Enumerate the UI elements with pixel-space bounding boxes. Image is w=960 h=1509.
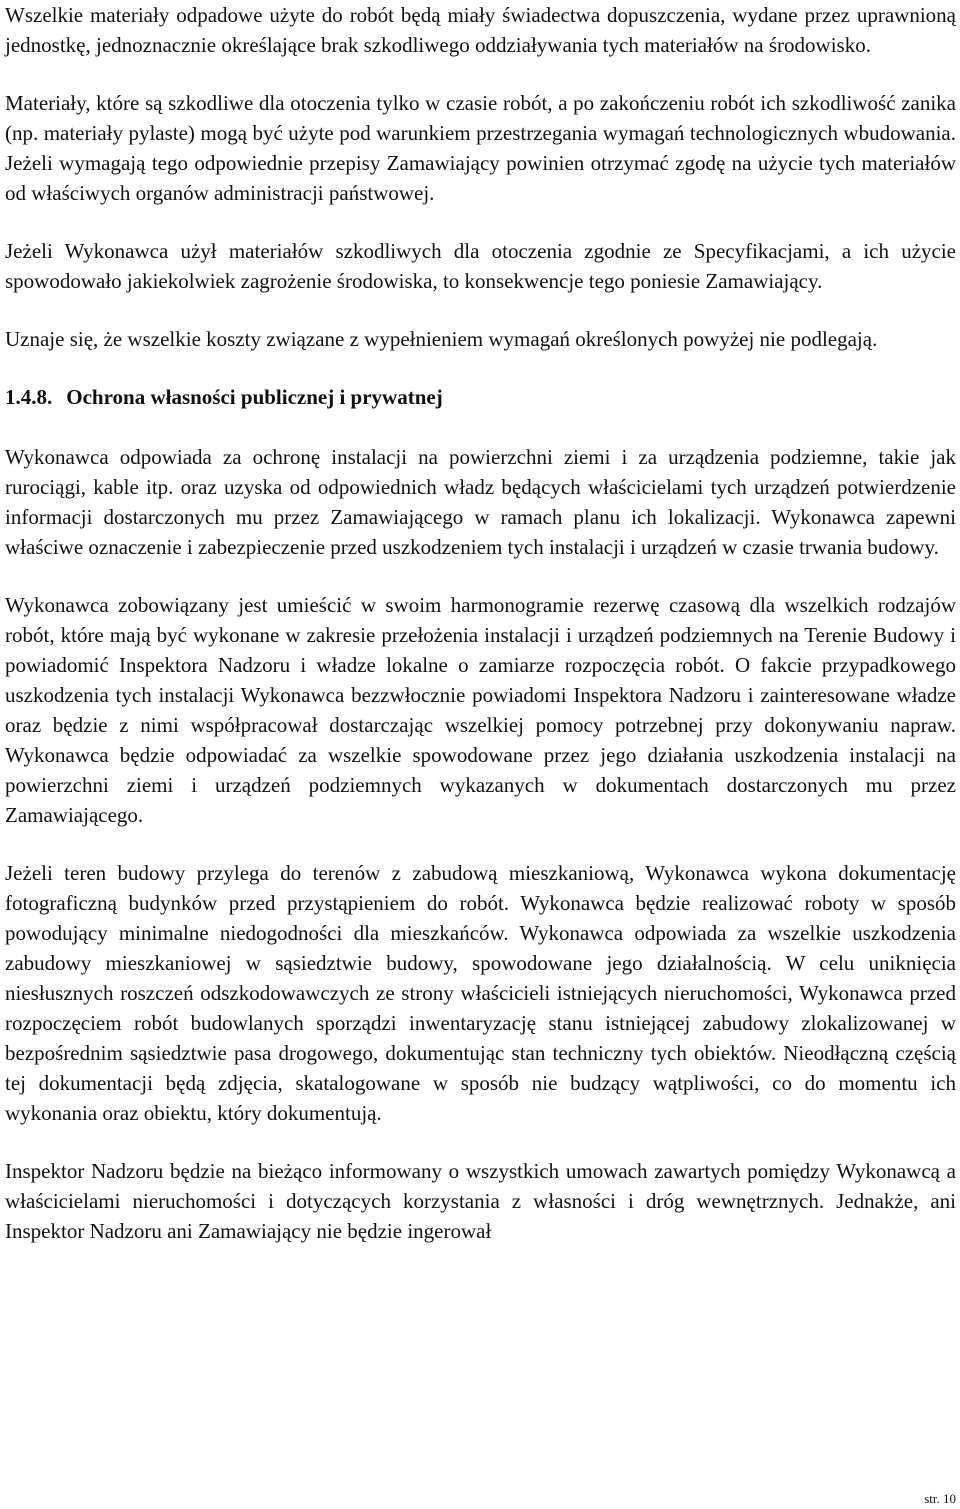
paragraph-contractor-harmful-use: Jeżeli Wykonawca użył materiałów szkodliwych dla otoczenia zgodnie ze Specyfikacjami, a ich użycie spowodowało jakiekolwiek zagrożenie środowiska, to konsekwencje tego poniesie Zamawiający. (5, 239, 956, 293)
section-number: 1.4.8. (5, 385, 53, 409)
page-number: str. 10 (924, 1491, 956, 1506)
paragraph-harmful-materials: Materiały, które są szkodliwe dla otoczenia tylko w czasie robót, a po zakończeniu robót ich szkodliwość zanika (np. materiały pylaste) mogą być użyte pod warunkiem przestrzegania wymagań technologicznych wbudowania. Jeżeli wymagają tego odpowiednie przepisy Zamawiający powinien otrzymać zgodę na użycie tych materiałów od właściwych organów administracji państwowej. (5, 91, 956, 205)
section-heading (5, 382, 956, 412)
document-body (5, 0, 956, 1274)
paragraph-costs: Uznaje się, że wszelkie koszty związane z wypełnieniem wymagań określonych powyżej nie podlegają. (5, 327, 878, 351)
paragraph-schedule-reserve: Wykonawca zobowiązany jest umieścić w swoim harmonogramie rezerwę czasową dla wszelkich rodzajów robót, które mają być wykonane w zakresie przełożenia instalacji i urządzeń podziemnych na Terenie Budowy i powiadomić Inspektora Nadzoru i władze lokalne o zamiarze rozpoczęcia robót. O fakcie przypadkowego uszkodzenia tych instalacji Wykonawca bezzwłocznie powiadomi Inspektora Nadzoru i zainteresowane władze oraz będzie z nimi współpracował dostarczając wszelkiej pomocy potrzebnej przy dokonywaniu napraw. Wykonawca będzie odpowiadać za wszelkie spowodowane przez jego działania uszkodzenia instalacji na powierzchni ziemi i urządzeń podziemnych wykazanych w dokumentach dostarczonych mu przez Zamawiającego. (5, 593, 956, 827)
paragraph-installations-protection: Wykonawca odpowiada za ochronę instalacji na powierzchni ziemi i za urządzenia podziemne, takie jak rurociągi, kable itp. oraz uzyska od odpowiednich władz będących właścicielami tych urządzeń potwierdzenie informacji dostarczonych mu przez Zamawiającego w ramach planu ich lokalizacji. Wykonawca zapewni właściwe oznaczenie i zabezpieczenie przed uszkodzeniem tych instalacji i urządzeń w czasie trwania budowy. (5, 445, 956, 559)
paragraph-residential-buildings: Jeżeli teren budowy przylega do terenów z zabudową mieszkaniową, Wykonawca wykona dokumentację fotograficzną budynków przed przystąpieniem do robót. Wykonawca będzie realizować roboty w sposób powodujący minimalne niedogodności dla mieszkańców. Wykonawca odpowiada za wszelkie uszkodzenia zabudowy mieszkaniowej w sąsiedztwie budowy, spowodowane jego działalnością. W celu uniknięcia niesłusznych roszczeń odszkodowawczych ze strony właścicieli istniejących nieruchomości, Wykonawca przed rozpoczęciem robót budowlanych sporządzi inwentaryzację stanu istniejącej zabudowy zlokalizowanej w bezpośrednim sąsiedztwie pasa drogowego, dokumentując stan techniczny tych obiektów. Nieodłączną częścią tej dokumentacji będą zdjęcia, skatalogowane w sposób nie budzący wątpliwości, co do momentu ich wykonania oraz obiektu, który dokumentują. (5, 861, 956, 1125)
paragraph-inspector-informed: Inspektor Nadzoru będzie na bieżąco informowany o wszystkich umowach zawartych pomiędzy Wykonawcą a właścicielami nieruchomości i dotyczących korzystania z własności i dróg wewnętrznych. Jednakże, ani Inspektor Nadzoru ani Zamawiający nie będzie ingerował (5, 1159, 956, 1243)
paragraph-waste-materials: Wszelkie materiały odpadowe użyte do robót będą miały świadectwa dopuszczenia, wydane przez uprawnioną jednostkę, jednoznacznie określające brak szkodliwego oddziaływania tych materiałów na środowisko. (5, 3, 956, 57)
section-title: Ochrona własności publicznej i prywatnej (66, 385, 443, 409)
